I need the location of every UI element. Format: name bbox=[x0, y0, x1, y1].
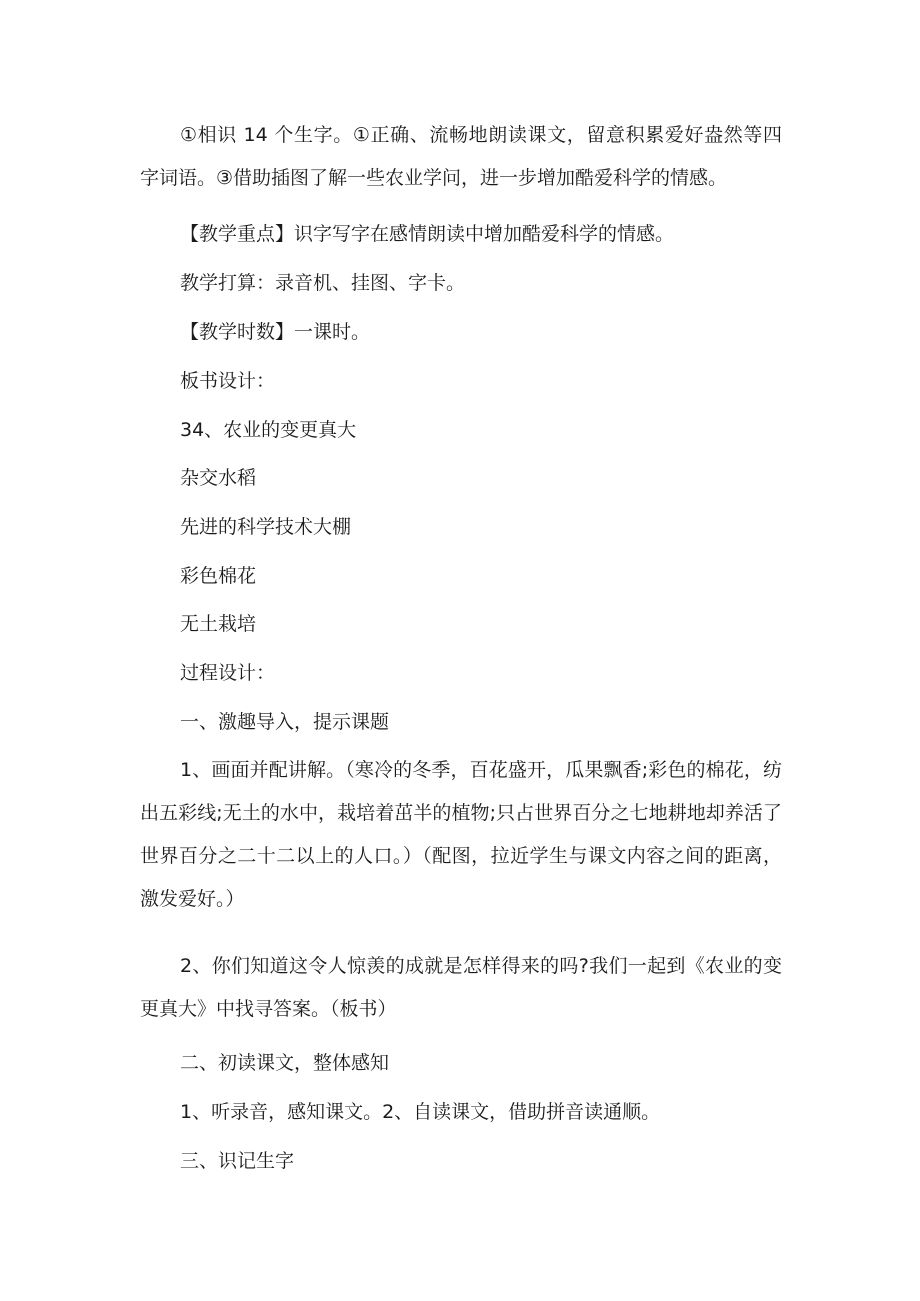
process-design-label: 过程设计： bbox=[180, 662, 276, 684]
key-points-line: 【教学重点】识字写字在感情朗读中增加酷爱科学的情感。 bbox=[180, 223, 675, 245]
objectives-paragraph: ①相识 14 个生字。①正确、流畅地朗读课文，留意积累爱好盎然等四字词语。③借助插图了解一些农业学问，进一步增加酷爱科学的情感。 bbox=[140, 124, 782, 189]
board-item: 彩色棉花 bbox=[180, 565, 257, 587]
section-2-steps: 1、听录音，感知课文。2、自读课文，借助拼音读通顺。 bbox=[180, 1101, 661, 1123]
board-item: 先进的科学技术大棚 bbox=[180, 516, 352, 538]
board-item: 无土栽培 bbox=[180, 613, 257, 635]
step-2-paragraph: 2、你们知道这令人惊羡的成就是怎样得来的吗?我们一起到《农业的变更真大》中找寻答案。（板书） bbox=[140, 955, 782, 1020]
step-1-paragraph: 1、画面并配讲解。（寒冷的冬季，百花盛开，瓜果飘香;彩色的棉花，纺出五彩线;无土的水中，栽培着茁半的植物;只占世界百分之七地耕地却养活了世界百分之二十二以上的人口。）（配图，拉近学生与课文内容之间的距离，激发爱好。） bbox=[140, 759, 782, 910]
preparation-line: 教学打算：录音机、挂图、字卡。 bbox=[180, 272, 466, 294]
section-1-heading: 一、激趣导入，提示课题 bbox=[180, 711, 390, 733]
duration-line: 【教学时数】一课时。 bbox=[180, 321, 371, 343]
board-item: 杂交水稻 bbox=[180, 467, 257, 489]
section-2-heading: 二、初读课文，整体感知 bbox=[180, 1052, 390, 1074]
board-design-label: 板书设计： bbox=[180, 370, 276, 392]
board-item-title: 34、农业的变更真大 bbox=[180, 419, 357, 441]
section-3-heading: 三、识记生字 bbox=[180, 1150, 295, 1172]
